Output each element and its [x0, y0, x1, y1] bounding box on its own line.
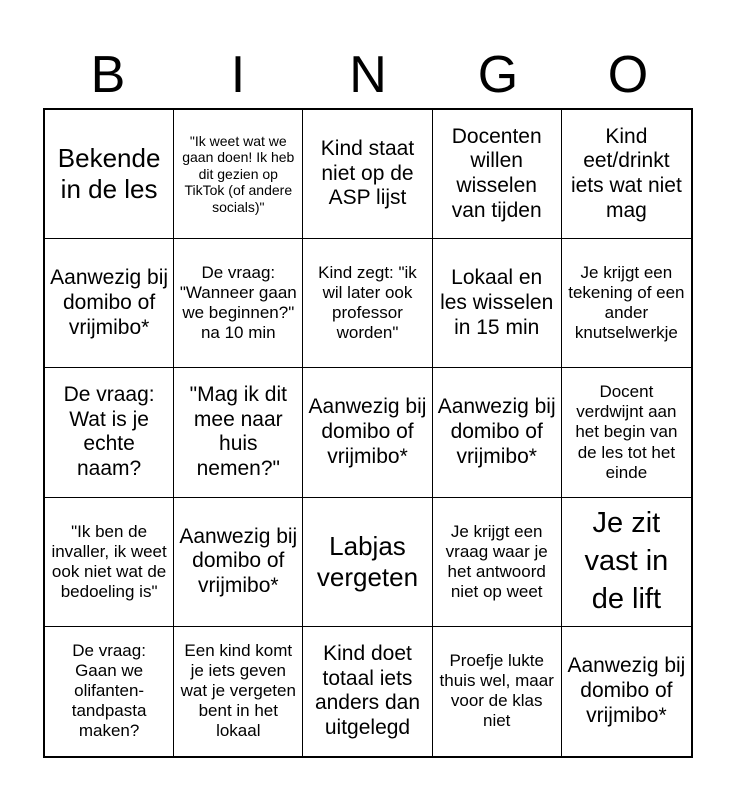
- bingo-header: [43, 44, 693, 106]
- bingo-cell[interactable]: [45, 368, 174, 497]
- cell-text: "Ik weet wat we gaan doen! Ik heb dit gezien op TikTok (of andere socials)": [182, 132, 295, 215]
- bingo-cell[interactable]: [45, 239, 174, 368]
- cell-text: Proefje lukte thuis wel, maar voor de klas niet: [439, 651, 554, 731]
- cell-text: Aanwezig bij domibo of vrijmibo*: [567, 654, 686, 727]
- bingo-cell[interactable]: [433, 110, 562, 239]
- bingo-cell[interactable]: [562, 498, 691, 627]
- bingo-grid: [43, 108, 693, 758]
- bingo-cell[interactable]: [174, 627, 303, 756]
- header-letter-i: I: [230, 46, 246, 104]
- bingo-cell[interactable]: [45, 627, 174, 756]
- header-letter-g: G: [477, 46, 519, 104]
- bingo-cell[interactable]: [45, 498, 174, 627]
- bingo-cell[interactable]: [303, 368, 432, 497]
- cell-text: "Ik ben de invaller, ik weet ook niet wat de bedoeling is": [51, 521, 167, 601]
- bingo-cell[interactable]: [303, 627, 432, 756]
- cell-text: De vraag: Wat is je echte naam?: [63, 382, 155, 481]
- header-letter-o: O: [607, 46, 649, 104]
- header-letter-n: N: [349, 46, 387, 104]
- cell-text: Lokaal en les wisselen in 15 min: [440, 266, 554, 339]
- bingo-cell[interactable]: [45, 110, 174, 239]
- bingo-cell[interactable]: [174, 498, 303, 627]
- cell-text: Labjas vergeten: [316, 531, 419, 592]
- header-letter-b: B: [90, 46, 126, 104]
- bingo-cell[interactable]: [174, 368, 303, 497]
- cell-text: Je zit vast in de lift: [584, 507, 669, 615]
- cell-text: Kind zegt: "ik wil later ook professor worden": [318, 263, 417, 343]
- bingo-cell[interactable]: [562, 239, 691, 368]
- cell-text: Kind doet totaal iets anders dan uitgelegd: [314, 641, 421, 740]
- cell-text: Aanwezig bij domibo of vrijmibo*: [50, 266, 169, 339]
- bingo-cell[interactable]: [433, 498, 562, 627]
- cell-text: De vraag: "Wanneer gaan we beginnen?" na 10 min: [179, 263, 297, 343]
- bingo-cell[interactable]: [174, 239, 303, 368]
- bingo-cell[interactable]: [433, 368, 562, 497]
- cell-text: Docenten willen wisselen van tijden: [451, 124, 542, 222]
- cell-text: Kind eet/drinkt iets wat niet mag: [570, 124, 682, 222]
- cell-text: Je krijgt een vraag waar je het antwoord niet op weet: [445, 521, 548, 601]
- cell-text: Je krijgt een tekening of een ander knutselwerkje: [568, 263, 685, 343]
- bingo-cell[interactable]: [174, 110, 303, 239]
- cell-text: Een kind komt je iets geven wat je vergeten bent in het lokaal: [180, 641, 296, 741]
- cell-text: Kind staat niet op de ASP lijst: [320, 136, 415, 210]
- bingo-cell[interactable]: [303, 239, 432, 368]
- cell-text: "Mag ik dit mee naar huis nemen?": [189, 382, 287, 481]
- bingo-cell[interactable]: [303, 110, 432, 239]
- cell-text: Aanwezig bij domibo of vrijmibo*: [179, 524, 298, 598]
- bingo-cell[interactable]: [433, 239, 562, 368]
- bingo-cell[interactable]: [562, 368, 691, 497]
- cell-text: Aanwezig bij domibo of vrijmibo*: [308, 395, 427, 468]
- cell-text: Aanwezig bij domibo of vrijmibo*: [437, 395, 556, 468]
- bingo-cell[interactable]: [562, 627, 691, 756]
- cell-text: Bekende in de les: [57, 143, 161, 205]
- bingo-cell[interactable]: [562, 110, 691, 239]
- cell-text: Docent verdwijnt aan het begin van de les tot het einde: [575, 382, 678, 482]
- bingo-cell[interactable]: [303, 498, 432, 627]
- cell-text: De vraag: Gaan we olifanten-tandpasta maken?: [71, 641, 147, 741]
- bingo-cell[interactable]: [433, 627, 562, 756]
